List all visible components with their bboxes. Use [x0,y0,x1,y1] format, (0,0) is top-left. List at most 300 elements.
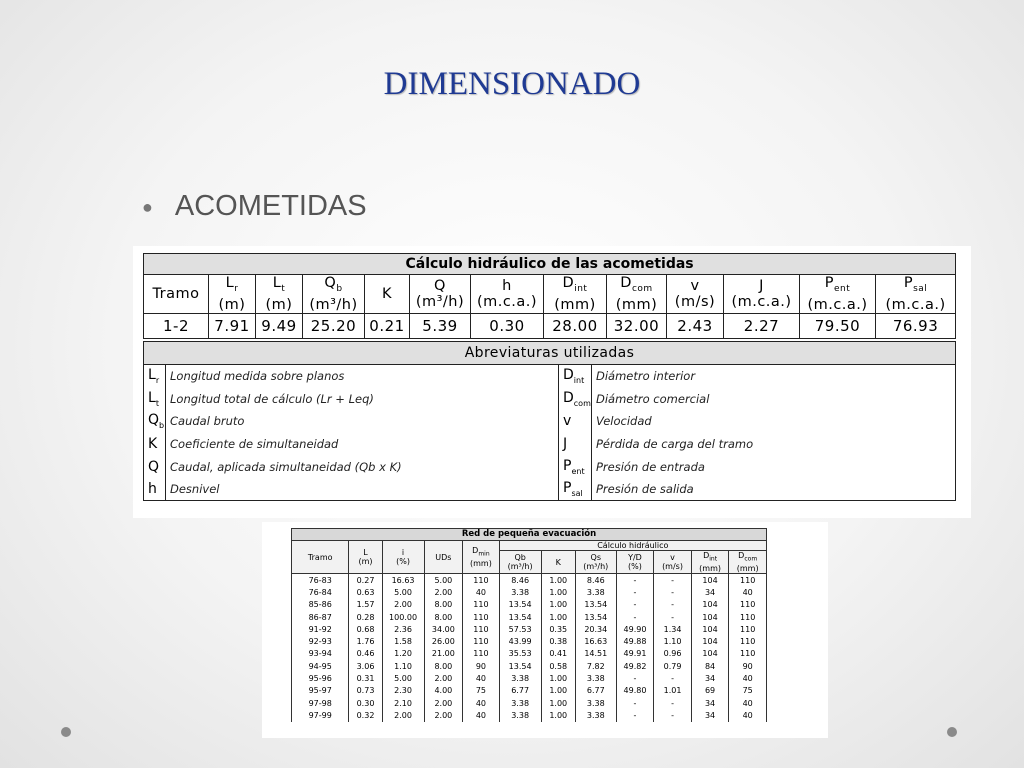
evacuacion-cell: 16.63 [382,574,424,587]
evacuacion-cell: 1.00 [541,611,575,623]
abbr-letter: K [148,435,158,452]
header-subscript: com [631,283,653,294]
abbr-letter: h [148,481,157,498]
evacuacion-cell: 6.77 [499,685,541,697]
header-unit: (m³/h) [583,562,609,571]
evacuacion-cell: 49.82 [616,660,654,672]
acometidas-header [209,275,256,314]
evacuacion-cell: 104 [691,635,729,647]
abbr-letter: Q [148,412,160,429]
evacuacion-cell: 34.00 [424,623,463,635]
acometidas-cell: 0.30 [471,313,544,338]
acometidas-header [471,275,544,314]
header-unit: (%) [396,557,410,566]
evacuacion-cell: 0.35 [541,623,575,635]
evacuacion-cell: 1.00 [541,709,575,721]
header-subscript: min [478,550,490,558]
evacuacion-cell: 13.54 [575,599,616,611]
header-unit: (mm) [615,296,658,313]
evacuacion-cell: 94-95 [292,660,349,672]
header-unit: (m³/h) [309,296,358,313]
evacuacion-group-header: Cálculo hidráulico [499,541,766,551]
evacuacion-header [292,541,349,574]
header-unit: (m.c.a.) [476,293,538,310]
abbr-letter: J [563,435,568,452]
evacuacion-cell: 8.00 [424,611,463,623]
header-label: D [703,551,710,561]
evacuacion-cell: 110 [463,635,499,647]
abbr-symbol [144,433,166,456]
abbr-description: Longitud medida sobre planos [166,364,559,387]
evacuacion-cell: 21.00 [424,648,463,660]
evacuacion-cell: 6.77 [575,685,616,697]
evacuacion-cell: 110 [463,574,499,587]
evacuacion-cell: 2.36 [382,623,424,635]
acometidas-cell: 76.93 [876,313,956,338]
header-unit: (m/s) [662,562,683,571]
evacuacion-cell: 75 [729,685,767,697]
abbr-symbol [144,478,166,501]
evacuacion-caption: Red de pequeña evacuación [292,529,767,541]
header-subscript: com [744,555,758,563]
evacuacion-header [654,551,692,574]
acometidas-image [133,246,971,518]
evacuacion-row [292,660,767,672]
abbr-letter: L [148,367,156,384]
header-label: D [738,551,745,561]
evacuacion-row [292,709,767,721]
evacuacion-cell: 1.20 [382,648,424,660]
evacuacion-cell: 90 [729,660,767,672]
header-symbol: v [690,277,700,294]
evacuacion-cell: 8.00 [424,599,463,611]
bullet-dot-icon: ● [142,196,153,217]
evacuacion-cell: 49.88 [616,635,654,647]
abbr-symbol [144,364,166,387]
header-unit: (m) [218,296,246,313]
acometidas-cell: 9.49 [256,313,303,338]
header-unit: (m) [265,296,293,313]
evacuacion-cell: 0.63 [349,586,382,598]
abbr-symbol [559,364,592,387]
evacuacion-cell: 20.34 [575,623,616,635]
evacuacion-row [292,635,767,647]
evacuacion-cell: 110 [463,611,499,623]
abbreviations-table [143,341,956,502]
evacuacion-cell: 3.38 [499,697,541,709]
evacuacion-cell: - [616,697,654,709]
header-subscript: r [234,283,239,294]
evacuacion-image [262,522,828,738]
abbreviation-row [144,433,956,456]
evacuacion-cell: 0.27 [349,574,382,587]
evacuacion-cell: 1.00 [541,574,575,587]
header-subscript: b [336,283,343,294]
evacuacion-cell: 110 [729,623,767,635]
evacuacion-table [291,528,767,722]
evacuacion-cell: 40 [463,697,499,709]
abbr-description: Diámetro comercial [592,387,956,410]
evacuacion-cell: 0.32 [349,709,382,721]
header-label: Qs [590,553,601,562]
abbr-symbol [559,410,592,433]
evacuacion-row [292,672,767,684]
abbr-description: Desnivel [166,478,559,501]
evacuacion-cell: 2.00 [382,599,424,611]
header-unit: (mm) [470,558,492,568]
evacuacion-cell: 92-93 [292,635,349,647]
evacuacion-cell: 95-96 [292,672,349,684]
evacuacion-cell: 3.38 [575,709,616,721]
evacuacion-cell: 34 [691,586,729,598]
header-unit: (m.c.a.) [807,296,868,313]
evacuacion-cell: 104 [691,599,729,611]
evacuacion-cell: 3.38 [499,709,541,721]
evacuacion-row [292,685,767,697]
abbr-symbol [559,455,592,478]
acometidas-cell: 7.91 [209,313,256,338]
acometidas-header [410,275,471,314]
acometidas-cell: 25.20 [303,313,365,338]
evacuacion-cell: 0.28 [349,611,382,623]
abbr-description: Velocidad [592,410,956,433]
evacuacion-header [463,541,499,574]
acometidas-cell: 5.39 [410,313,471,338]
evacuacion-cell: 86-87 [292,611,349,623]
abbr-letter: P [563,480,572,497]
evacuacion-cell: 0.41 [541,648,575,660]
acometidas-header [365,275,410,314]
evacuacion-cell: - [616,672,654,684]
evacuacion-cell: 57.53 [499,623,541,635]
evacuacion-cell: 76-83 [292,574,349,587]
evacuacion-cell: 110 [729,599,767,611]
evacuacion-cell: 97-99 [292,709,349,721]
header-subscript: sal [913,283,928,294]
evacuacion-header [575,551,616,574]
evacuacion-row [292,574,767,587]
evacuacion-cell: 1.10 [654,635,692,647]
header-symbol: D [562,275,575,291]
evacuacion-cell: 84 [691,660,729,672]
evacuacion-cell: 3.38 [499,586,541,598]
evacuacion-cell: 3.38 [575,672,616,684]
header-symbol: J [759,277,764,294]
evacuacion-cell: 16.63 [575,635,616,647]
abbr-subscript: b [159,421,165,431]
evacuacion-cell: - [654,611,692,623]
evacuacion-cell: 40 [463,586,499,598]
abbr-subscript: com [573,398,591,408]
abbr-subscript: r [155,376,160,386]
evacuacion-cell: 104 [691,648,729,660]
header-unit: (m.c.a.) [731,293,792,310]
abbr-symbol [144,455,166,478]
header-label: UDs [435,552,452,562]
evacuacion-row [292,586,767,598]
acometidas-header [607,275,667,314]
header-unit: (mm) [699,563,721,573]
evacuacion-cell: - [654,709,692,721]
evacuacion-header [499,551,541,574]
acometidas-header [800,275,876,314]
evacuacion-cell: 8.46 [499,574,541,587]
evacuacion-cell: 1.76 [349,635,382,647]
evacuacion-cell: - [654,586,692,598]
abbr-symbol [559,478,592,501]
evacuacion-cell: 2.30 [382,685,424,697]
evacuacion-cell: 14.51 [575,648,616,660]
evacuacion-header [382,541,424,574]
abbr-description: Caudal, aplicada simultaneidad (Qb x K) [166,455,559,478]
evacuacion-cell: 5.00 [382,672,424,684]
evacuacion-cell: 3.06 [349,660,382,672]
evacuacion-cell: - [654,574,692,587]
evacuacion-cell: 110 [729,611,767,623]
evacuacion-cell: 110 [463,623,499,635]
header-label: L [363,548,368,557]
abbr-letter: v [563,413,572,430]
header-symbol: P [824,275,834,291]
acometidas-header [303,275,365,314]
evacuacion-cell: 0.96 [654,648,692,660]
abbr-symbol [144,387,166,410]
evacuacion-cell: 0.68 [349,623,382,635]
evacuacion-cell: 1.58 [382,635,424,647]
evacuacion-cell: 7.82 [575,660,616,672]
header-unit: (%) [628,562,642,571]
acometidas-header [724,275,800,314]
evacuacion-cell: 0.73 [349,685,382,697]
evacuacion-cell: 8.46 [575,574,616,587]
evacuacion-cell: 104 [691,574,729,587]
evacuacion-cell: - [616,574,654,587]
evacuacion-cell: 49.90 [616,623,654,635]
header-symbol: D [620,275,632,291]
header-label: K [555,557,561,567]
evacuacion-cell: 5.00 [424,574,463,587]
abbr-symbol [559,387,592,410]
header-unit: (m³/h) [507,562,533,571]
header-subscript: t [281,283,286,294]
evacuacion-cell: - [654,599,692,611]
evacuacion-cell: 110 [463,599,499,611]
header-unit: (mm) [736,563,759,573]
abbr-symbol [144,410,166,433]
evacuacion-cell: 91-92 [292,623,349,635]
evacuacion-cell: 34 [691,709,729,721]
evacuacion-cell: 0.79 [654,660,692,672]
abbr-description: Longitud total de cálculo (Lr + Leq) [166,387,559,410]
evacuacion-cell: 40 [729,709,767,721]
evacuacion-cell: 110 [729,574,767,587]
header-symbol: Tramo [152,285,200,302]
header-label: Qb [514,553,526,562]
acometidas-caption: Cálculo hidráulico de las acometidas [144,254,956,275]
nav-dot-right-icon [947,727,957,737]
evacuacion-cell: 8.00 [424,660,463,672]
acometidas-table [143,253,956,339]
evacuacion-cell: 0.38 [541,635,575,647]
header-symbol: L [272,275,282,291]
acometidas-cell: 1-2 [144,313,209,338]
abbreviation-row [144,455,956,478]
header-subscript: ent [833,283,851,294]
evacuacion-cell: 26.00 [424,635,463,647]
acometidas-header [667,275,724,314]
evacuacion-cell: 3.38 [575,586,616,598]
acometidas-header [876,275,956,314]
evacuacion-cell: 85-86 [292,599,349,611]
abbr-description: Presión de entrada [592,455,956,478]
nav-dot-left-icon [61,727,71,737]
header-label: v [670,553,675,562]
evacuacion-cell: 1.00 [541,685,575,697]
evacuacion-cell: 13.54 [499,599,541,611]
evacuacion-cell: 110 [463,648,499,660]
abbr-symbol [559,433,592,456]
bullet-acometidas [142,190,367,223]
evacuacion-cell: 2.10 [382,697,424,709]
abbr-letter: D [563,389,574,406]
evacuacion-cell: 1.00 [541,586,575,598]
evacuacion-cell: 100.00 [382,611,424,623]
acometidas-cell: 79.50 [800,313,876,338]
abbr-description: Presión de salida [592,478,956,501]
header-symbol: h [502,277,512,294]
abbreviation-row [144,410,956,433]
acometidas-header [256,275,303,314]
evacuacion-cell: 0.31 [349,672,382,684]
evacuacion-cell: 2.00 [424,697,463,709]
bullet-text: ACOMETIDAS [174,190,367,222]
abbr-subscript: ent [571,466,585,476]
evacuacion-cell: 35.53 [499,648,541,660]
evacuacion-cell: 104 [691,611,729,623]
evacuacion-cell: 1.00 [541,672,575,684]
slide-title: DIMENSIONADO [383,66,641,102]
acometidas-cell: 2.43 [667,313,724,338]
evacuacion-cell: 2.00 [424,709,463,721]
evacuacion-cell: - [654,672,692,684]
evacuacion-cell: 1.01 [654,685,692,697]
evacuacion-row [292,697,767,709]
evacuacion-cell: - [616,611,654,623]
evacuacion-cell: 40 [729,697,767,709]
evacuacion-cell: - [616,586,654,598]
abbr-description: Diámetro interior [592,364,956,387]
abbr-subscript: sal [571,489,583,499]
abbr-description: Coeficiente de simultaneidad [166,433,559,456]
evacuacion-cell: 40 [729,586,767,598]
evacuacion-cell: 90 [463,660,499,672]
evacuacion-cell: 1.00 [541,599,575,611]
abbr-letter: Q [148,458,160,475]
evacuacion-cell: 1.57 [349,599,382,611]
evacuacion-cell: 75 [463,685,499,697]
header-subscript: int [709,555,718,563]
evacuacion-cell: - [616,599,654,611]
evacuacion-cell: 34 [691,672,729,684]
evacuacion-cell: 49.80 [616,685,654,697]
evacuacion-cell: 0.30 [349,697,382,709]
evacuacion-cell: 34 [691,697,729,709]
evacuacion-cell: 40 [463,709,499,721]
evacuacion-cell: 95-97 [292,685,349,697]
evacuacion-row [292,611,767,623]
abbreviation-row [144,387,956,410]
header-unit: (m) [358,557,373,566]
evacuacion-cell: 49.91 [616,648,654,660]
evacuacion-cell: 43.99 [499,635,541,647]
evacuacion-cell: 5.00 [382,586,424,598]
abbr-letter: L [148,389,156,406]
header-label: i [401,548,405,557]
evacuacion-cell: 3.38 [575,697,616,709]
evacuacion-header [616,551,654,574]
evacuacion-header [541,551,575,574]
evacuacion-cell: 1.10 [382,660,424,672]
header-unit: (m/s) [674,293,716,310]
evacuacion-cell: 97-98 [292,697,349,709]
acometidas-cell: 28.00 [544,313,607,338]
evacuacion-cell: - [616,709,654,721]
abbr-subscript: int [573,376,585,386]
header-symbol: P [903,275,914,291]
evacuacion-cell: 1.00 [541,697,575,709]
evacuacion-cell: 3.38 [499,672,541,684]
header-symbol: Q [434,277,446,294]
evacuacion-cell: 13.54 [575,611,616,623]
acometidas-header [144,275,209,314]
acometidas-cell: 0.21 [365,313,410,338]
abbr-subscript: t [155,398,159,408]
evacuacion-cell: 40 [729,672,767,684]
acometidas-cell: 2.27 [724,313,800,338]
evacuacion-header [729,551,767,574]
evacuacion-header [349,541,382,574]
header-symbol: K [381,285,392,302]
evacuacion-cell: 4.00 [424,685,463,697]
header-unit: (m.c.a.) [885,296,946,313]
evacuacion-cell: 2.00 [382,709,424,721]
evacuacion-cell: - [654,697,692,709]
evacuacion-cell: 104 [691,623,729,635]
evacuacion-cell: 0.46 [349,648,382,660]
evacuacion-row [292,648,767,660]
evacuacion-row [292,623,767,635]
evacuacion-cell: 0.58 [541,660,575,672]
header-unit: (mm) [554,296,596,313]
evacuacion-cell: 110 [729,648,767,660]
header-label: Y/D [628,553,642,562]
evacuacion-cell: 40 [463,672,499,684]
abbr-description: Pérdida de carga del tramo [592,433,956,456]
evacuacion-cell: 13.54 [499,660,541,672]
header-label: Tramo [307,552,333,562]
header-symbol: Q [324,275,337,291]
evacuacion-cell: 76-84 [292,586,349,598]
evacuacion-cell: 1.34 [654,623,692,635]
evacuacion-cell: 13.54 [499,611,541,623]
evacuacion-header [424,541,463,574]
abbr-letter: D [563,367,574,384]
header-unit: (m³/h) [415,293,465,310]
evacuacion-cell: 2.00 [424,586,463,598]
header-symbol: L [225,275,235,291]
evacuacion-cell: 110 [729,635,767,647]
evacuacion-cell: 93-94 [292,648,349,660]
